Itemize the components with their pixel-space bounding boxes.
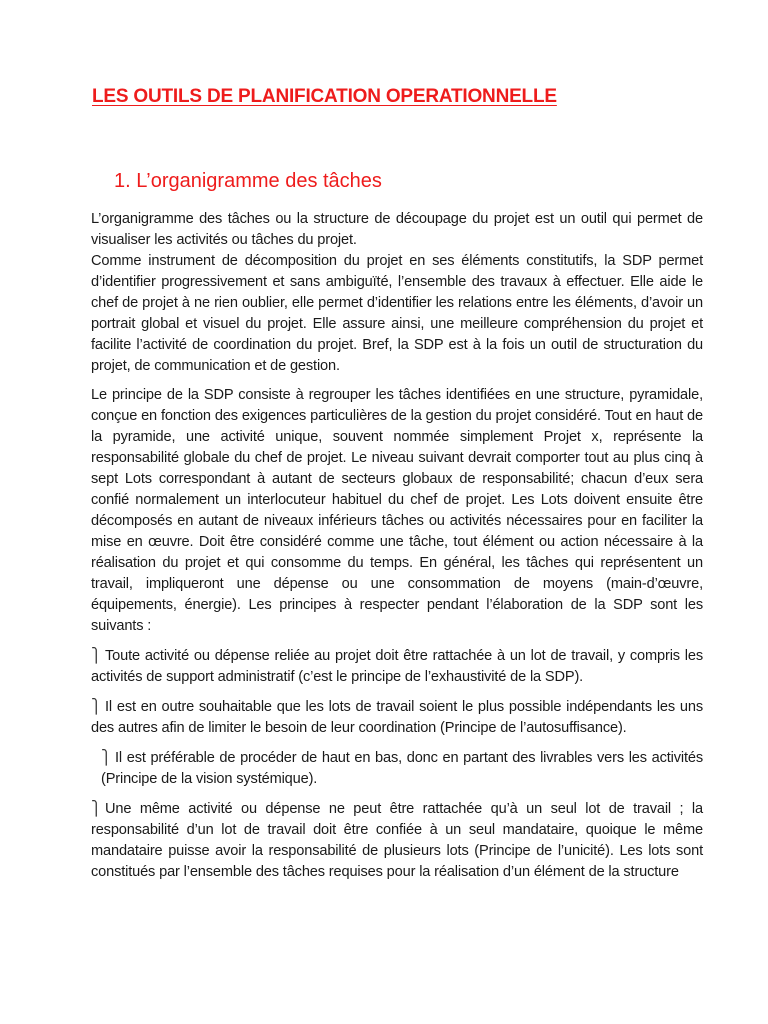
list-item-text: Il est préférable de procéder de haut en bas, donc en partant des livrables vers les activités (Principe de la vision systémique). xyxy=(101,750,703,787)
bracket-bullet-icon: ⎫ xyxy=(91,800,102,816)
list-item xyxy=(91,747,703,790)
document-body xyxy=(91,209,703,891)
bracket-bullet-icon: ⎫ xyxy=(101,749,112,765)
paragraph-intro: L’organigramme des tâches ou la structure de découpage du projet est un outil qui permet de visualiser les activités ou tâches du projet. xyxy=(91,211,703,248)
list-item xyxy=(91,798,703,883)
list-item-text: Il est en outre souhaitable que les lots de travail soient le plus possible indépendants les uns des autres afin de limiter le besoin de leur coordination (Principe de l’autosuffisance). xyxy=(91,699,703,736)
bracket-bullet-icon: ⎫ xyxy=(91,647,102,663)
list-item xyxy=(91,645,703,688)
paragraph-instrument: Comme instrument de décomposition du projet en ses éléments constitutifs, la SDP permet d’identifier progressivement et sans ambiguïté, l’ensemble des travaux à effectuer. Elle aide le chef de projet à ne rien oublier, elle permet d’identifier les relations entre les éléments, d’avoir un portrait global et visuel du projet. Elle assure ainsi, une meilleure compréhension du projet et facilite l’activité de coordination du projet. Bref, la SDP est à la fois un outil de structuration du projet, de communication et de gestion. xyxy=(91,253,703,374)
list-item xyxy=(91,696,703,739)
section-heading: 1. L’organigramme des tâches xyxy=(114,170,382,192)
paragraph-principe: Le principe de la SDP consiste à regrouper les tâches identifiées en une structure, pyramidale, conçue en fonction des exigences particulières de la gestion du projet considéré. Tout en haut de la pyramide, une activité unique, souvent nommée simplement Projet x, représente la responsabilité globale du chef de projet. Le niveau suivant devrait comporter tout au plus cinq à sept Lots correspondant à autant de secteurs globaux de responsabilité; chacun d’eux sera confié normalement un interlocuteur habituel du chef de projet. Les Lots doivent ensuite être décomposés en autant de niveaux inférieurs tâches ou activités nécessaires pour en faciliter la mise en œuvre. Doit être considéré comme une tâche, tout élément ou action nécessaire à la réalisation du projet et qui consomme du temps. En général, les tâches qui représentent un travail, impliqueront une dépense ou une consommation de moyens (main-d’œuvre, équipements, énergie). Les principes à respecter pendant l’élaboration de la SDP sont les suivants : xyxy=(91,387,703,634)
bracket-bullet-icon: ⎫ xyxy=(91,698,102,714)
list-item-text: Toute activité ou dépense reliée au projet doit être rattachée à un lot de travail, y compris les activités de support administratif (c’est le principe de l’exhaustivité de la SDP). xyxy=(91,648,703,685)
document-title: LES OUTILS DE PLANIFICATION OPERATIONNELLE xyxy=(92,86,557,107)
list-item-text: Une même activité ou dépense ne peut être rattachée qu’à un seul lot de travail ; la responsabilité d’un lot de travail doit être confiée à un seul mandataire, quoique le même mandataire puisse avoir la responsabilité de plusieurs lots (Principe de l’unicité). Les lots sont constitués par l’ensemble des tâches requises pour la réalisation d’un élément de la structure xyxy=(91,801,703,880)
